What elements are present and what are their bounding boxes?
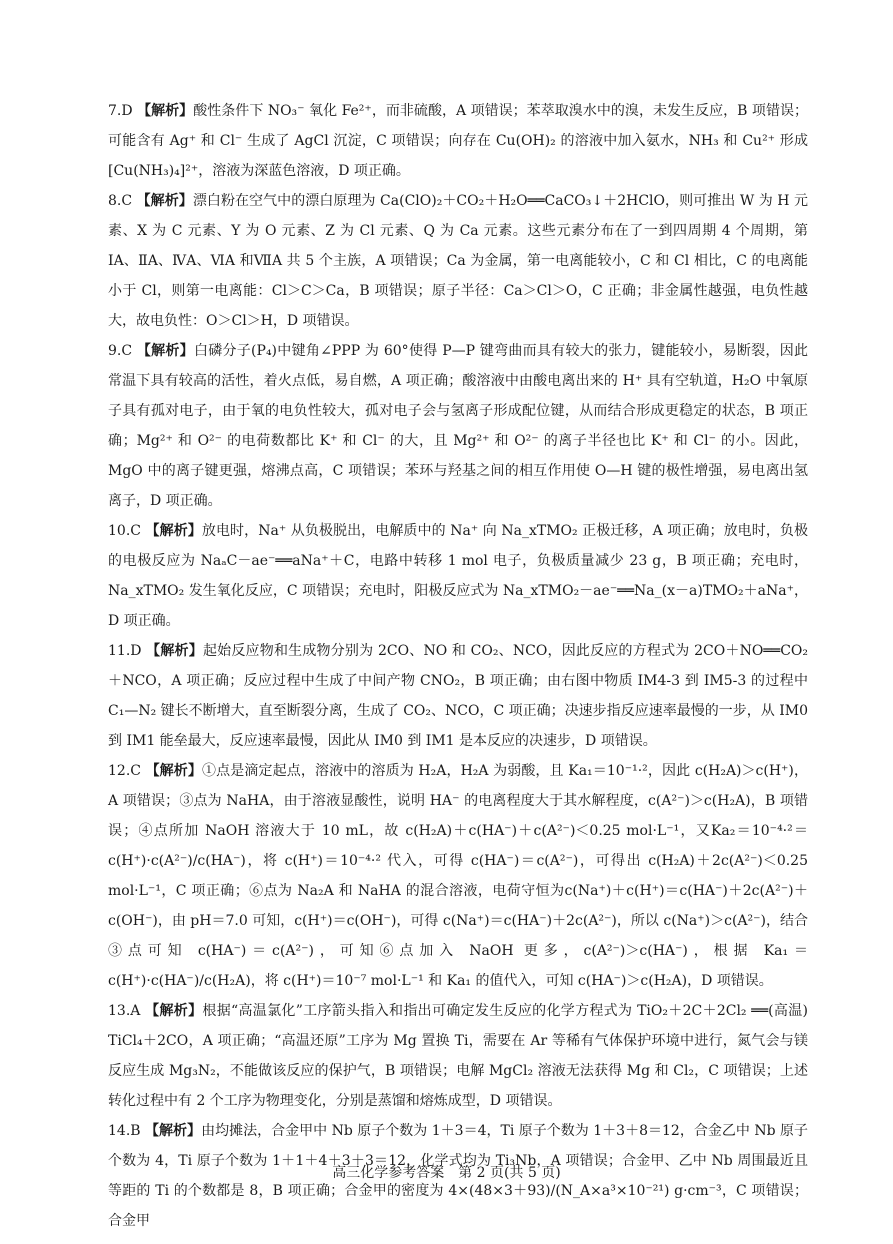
answer-item-7	[108, 96, 808, 186]
item-number: 8.C	[108, 193, 133, 209]
analysis-tag: 【解析】	[145, 1003, 203, 1019]
item-number: 9.C	[108, 343, 133, 359]
answer-item-10	[108, 516, 808, 636]
item-text: 根据“高温氯化”工序箭头指入和指出可确定发生反应的化学方程式为 TiO₂＋2C＋2Cl₂ ══(高温) TiCl₄＋2CO，A 项正确；“高温还原”工序为 Mg 置换 Ti，需要在 Ar 等稀有气体保护环境中进行，氮气会与镁反应生成 Mg₃N₂，不能做该反应的保护气，B 项错误；电解 MgCl₂ 溶液无法获得 Mg 和 Cl₂，C 项错误；上述转化过程中有 2 个工序为物理变化，分别是蒸馏和熔炼成型，D 项错误。	[108, 1003, 809, 1109]
item-number: 11.D	[108, 643, 142, 659]
item-text: ①点是滴定起点，溶液中的溶质为 H₂A，H₂A 为弱酸，且 Ka₁＝10⁻¹·²，因此 c(H₂A)＞c(H⁺)，A 项错误；③点为 NaHA，由于溶液显酸性，说明 HA⁻ 的电离程度大于其水解程度，c(A²⁻)＞c(H₂A)，B 项错误；④点所加 NaOH 溶液大于 10 mL，故 c(H₂A)＋c(HA⁻)＋c(A²⁻)＜0.25 mol·L⁻¹，又Ka₂＝10⁻⁴·²＝c(H⁺)·c(A²⁻)/c(HA⁻)，将 c(H⁺)＝10⁻⁴·² 代入，可得 c(HA⁻)＝c(A²⁻)，可得出 c(H₂A)＋2c(A²⁻)＜0.25 mol·L⁻¹，C 项正确；⑥点为 Na₂A 和 NaHA 的混合溶液，电荷守恒为c(Na⁺)＋c(H⁺)＝c(HA⁻)＋2c(A²⁻)＋c(OH⁻)，由 pH＝7.0 可知，c(H⁺)＝c(OH⁻)，可得 c(Na⁺)＝c(HA⁻)＋2c(A²⁻)，所以 c(Na⁺)＞c(A²⁻)，结合③点可知 c(HA⁻)＝c(A²⁻)，可知⑥点加入 NaOH 更多，c(A²⁻)＞c(HA⁻)，根据 Ka₁＝c(H⁺)·c(HA⁻)/c(H₂A)，将 c(H⁺)＝10⁻⁷ mol·L⁻¹ 和 Ka₁ 的值代入，可知 c(HA⁻)＞c(H₂A)，D 项错误。	[108, 763, 809, 989]
item-text: 起始反应物和生成物分别为 2CO、NO 和 CO₂、NCO，因此反应的方程式为 2CO＋NO══CO₂＋NCO，A 项正确；反应过程中生成了中间产物 CNO₂，B 项正确；由右图中物质 IM4-3 到 IM5-3 的过程中 C₁—N₂ 键长不断增大，直至断裂分离，生成了 CO₂、NCO，C 项正确；决速步指反应速率最慢的一步，从 IM0 到 IM1 能垒最大，反应速率最慢，因此从 IM0 到 IM1 是本反应的决速步，D 项错误。	[108, 643, 809, 749]
answer-item-8	[108, 186, 808, 336]
page-footer: 高三化学参考答案 第 2 页(共 5 页)	[332, 1165, 561, 1181]
item-text: 放电时，Na⁺ 从负极脱出，电解质中的 Na⁺ 向 Na_xTMO₂ 正极迁移，A 项正确；放电时，负极的电极反应为 NaₐC－ae⁻══aNa⁺＋C，电路中转移 1 mol 电子，负极质量减少 23 g，B 项正确；充电时，Na_xTMO₂ 发生氧化反应，C 项错误；充电时，阳极反应式为 Na_xTMO₂－ae⁻══Na_(x－a)TMO₂＋aNa⁺，D 项正确。	[108, 523, 808, 629]
item-number: 12.C	[108, 763, 141, 779]
analysis-tag: 【解析】	[145, 1123, 202, 1139]
item-text: 酸性条件下 NO₃⁻ 氧化 Fe²⁺，而非硫酸，A 项错误；苯萃取溴水中的溴，未发生反应，B 项错误；可能含有 Ag⁺ 和 Cl⁻ 生成了 AgCl 沉淀，C 项错误；向存在 Cu(OH)₂ 的溶液中加入氨水，NH₃ 和 Cu²⁺ 形成[Cu(NH₃)₄]²⁺，溶液为深蓝色溶液，D 项正确。	[108, 103, 808, 179]
analysis-tag: 【解析】	[146, 643, 203, 659]
answer-content	[108, 96, 808, 1236]
answer-item-9	[108, 336, 808, 516]
item-number: 10.C	[108, 523, 141, 539]
item-text: 白磷分子(P₄)中键角∠PPP 为 60°使得 P—P 键弯曲而具有较大的张力，键能较小，易断裂，因此常温下具有较高的活性，着火点低，易自燃，A 项正确；酸溶液中由酸电离出来的 H⁺ 具有空轨道，H₂O 中氧原子具有孤对电子，由于氧的电负性较大，孤对电子会与氢离子形成配位键，从而结合形成更稳定的状态，B 项正确；Mg²⁺ 和 O²⁻ 的电荷数都比 K⁺ 和 Cl⁻ 的大，且 Mg²⁺ 和 O²⁻ 的离子半径也比 K⁺ 和 Cl⁻ 的小。因此，MgO 中的离子键更强，熔沸点高，C 项错误；苯环与羟基之间的相互作用使 O—H 键的极性增强，易电离出氢离子，D 项正确。	[108, 343, 808, 509]
item-text: 由均摊法，合金甲中 Nb 原子个数为 1＋3＝4，Ti 原子个数为 1＋3＋8＝12，合金乙中 Nb 原子个数为 4，Ti 原子个数为 1＋1＋4＋3＋3＝12，化学式均为 Ti₃Nb，A 项错误；合金甲、乙中 Nb 周围最近且等距的 Ti 的个数都是 8，B 项正确；合金甲的密度为 4×(48×3＋93)/(N_A×a³×10⁻²¹) g·cm⁻³，C 项错误；合金甲	[108, 1123, 809, 1229]
answer-item-11	[108, 636, 808, 756]
analysis-tag: 【解析】	[137, 103, 194, 119]
analysis-tag: 【解析】	[145, 763, 203, 779]
item-number: 13.A	[108, 1003, 141, 1019]
analysis-tag: 【解析】	[136, 343, 194, 359]
answer-item-13	[108, 996, 808, 1116]
analysis-tag: 【解析】	[145, 523, 202, 539]
item-text: 漂白粉在空气中的漂白原理为 Ca(ClO)₂＋CO₂＋H₂O══CaCO₃↓＋2HClO，则可推出 W 为 H 元素、X 为 C 元素、Y 为 O 元素、Z 为 Cl 元素、Q 为 Ca 元素。这些元素分布在了一到四周期 4 个周期，第ⅠA、ⅡA、ⅣA、ⅥA 和ⅦA 共 5 个主族，A 项错误；Ca 为金属，第一电离能较小，C 和 Cl 相比，C 的电离能小于 Cl，则第一电离能：Cl＞C＞Ca，B 项错误；原子半径：Ca＞Cl＞O，C 正确；非金属性越强，电负性越大，故电负性：O＞Cl＞H，D 项错误。	[108, 193, 809, 329]
answer-item-12	[108, 756, 808, 996]
item-number: 7.D	[108, 103, 133, 119]
analysis-tag: 【解析】	[136, 193, 193, 209]
item-number: 14.B	[108, 1123, 141, 1139]
